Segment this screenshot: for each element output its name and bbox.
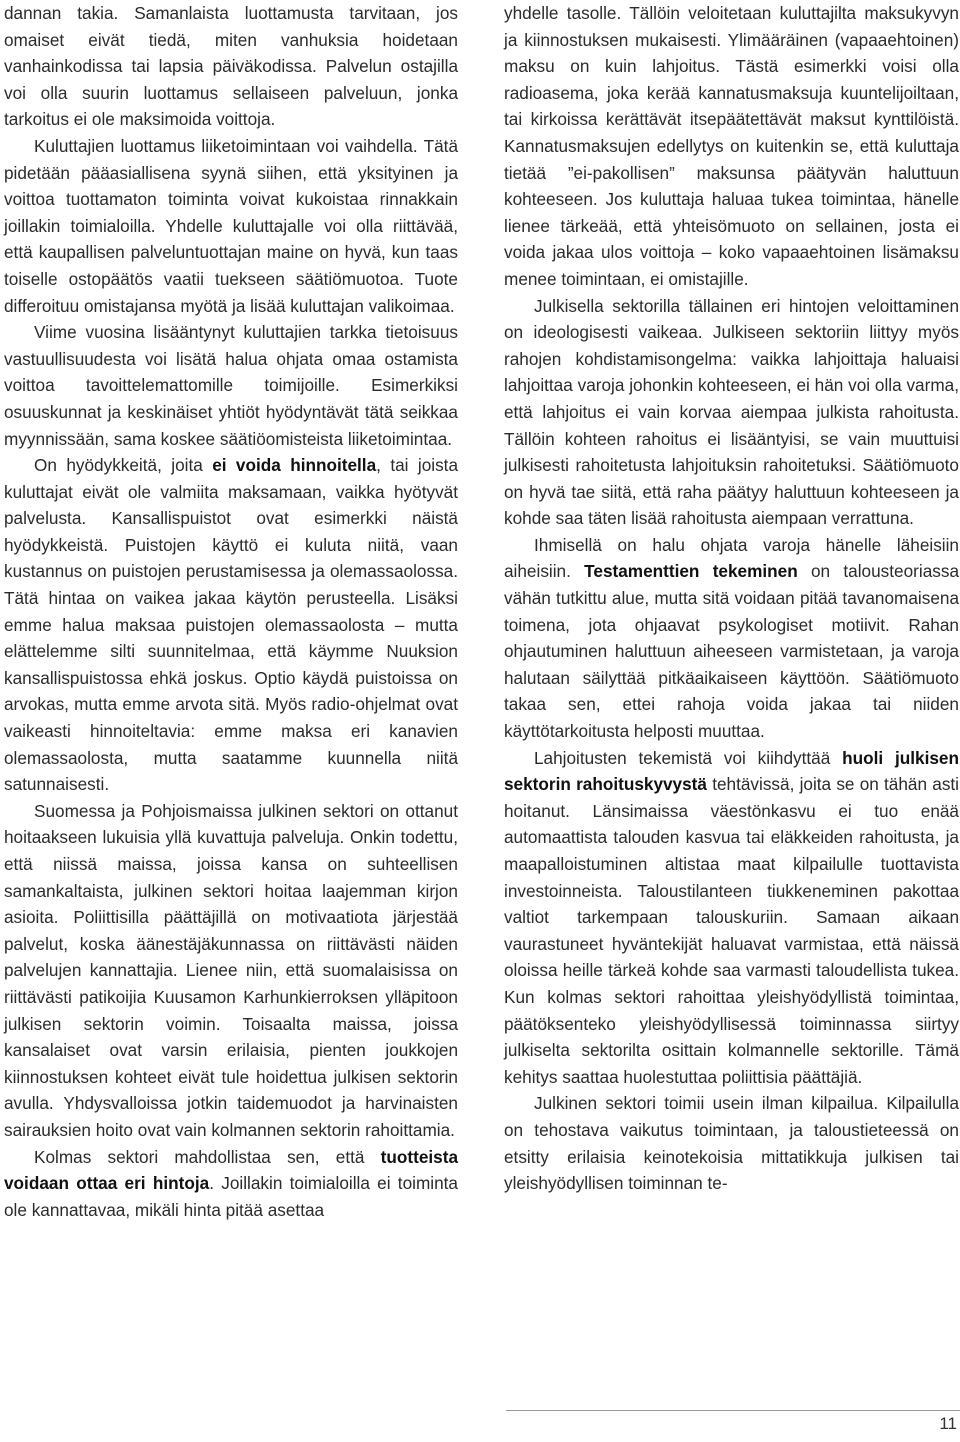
right-column bbox=[504, 0, 959, 1197]
text-run: Julkisella sektorilla tällainen eri hintojen veloittaminen on ideologisesti vaikeaa. Julkiseen sektoriin liittyy myös rahojen kohdistamisongelma: vaikka lahjoittaja haluaisi lahjoittaa varoja johonkin kohteeseen, ei hän voi olla varma, että lahjoitus ei vain korvaa aiempaa julkista rahoitusta. Tällöin kohteen rahoitus ei lisääntyisi, se vain muuttuisi julkisesti rahoitetusta lahjoituksin rahoitetuksi. Säätiömuoto on hyvä tae siitä, että raha päätyy haluttuun kohteeseen ja kohde saa täten lisää rahoitusta aiempaan verrattuna. bbox=[504, 295, 959, 529]
bold-phrase: ei voida hinnoitella bbox=[212, 455, 377, 476]
text-run: tehtävissä, joita se on tähän asti hoitanut. Länsimaissa väestönkasvu ei tuo enää automaattista talouden kasvua tai eläkkeiden rahoitusta, ja maapalloistuminen altistaa maat kilpailulle tuottavista investoinneista. Taloustilanteen tiukkeneminen pakottaa valtiot tarkempaan talouskuriin. Samaan aikaan vaurastuneet hyväntekijät haluavat varmistaa, että näissä oloissa heille tärkeä kohde saa varmasti taloudellista tukea. Kun kolmas sektori rahoittaa yleishyödyllistä toimintaa, päätöksenteko yleishyödyllisessä toiminnassa siirtyy julkiselta sektorilta osittain kolmannelle sektorille. Tämä kehitys saattaa huolestuttaa poliittisia päättäjiä. bbox=[504, 774, 960, 1087]
text-run: Ihmisellä on halu ohjata varoja hänelle läheisiin aiheisiin. bbox=[504, 534, 959, 582]
paragraph bbox=[504, 0, 959, 293]
text-run: Lahjoitusten tekemistä voi kiihdyttää bbox=[534, 747, 843, 768]
paragraph bbox=[504, 532, 959, 745]
text-run: dannan takia. Samanlaista luottamusta tarvitaan, jos omaiset eivät tiedä, miten vanhuksia hoidetaan vanhainkodissa tai lapsia päiväkodissa. Palvelun ostajilla voi olla suurin luottamus sellaiseen palveluun, jonka tarkoitus ei ole maksimoida voittoja. bbox=[4, 3, 458, 130]
paragraph bbox=[4, 798, 458, 1144]
footer-rule bbox=[506, 1410, 960, 1411]
paragraph bbox=[4, 1144, 458, 1224]
text-run: Julkinen sektori toimii usein ilman kilpailua. Kilpailulla on tehostava vaikutus toimintaan, ja taloustieteessä on etsitty erilaisia keinotekoisia mittatikkuja julkisen tai yleishyödyllisen toiminnan te- bbox=[504, 1093, 959, 1194]
text-run: On hyödykkeitä, joita bbox=[34, 455, 213, 476]
text-run: . Joillakin toimialoilla ei toiminta ole kannattavaa, mikäli hinta pitää asettaa bbox=[4, 1173, 458, 1220]
text-run: on talousteoriassa vähän tutkittu alue, mutta sitä voidaan pitää tavanomaisena toimena, jota ohjaavat psykologiset motiivit. Rahan ohjautuminen haluttuun aiheeseen varmistetaan, ja varoja halutaan säilyttää pitkäaikaiseen käyttöön. Säätiömuoto takaa sen, ettei rahoja voida jakaa tai niiden käyttötarkoitusta helposti muuttaa. bbox=[504, 561, 959, 742]
bold-phrase: huoli julkisen sektorin rahoituskyvystä bbox=[504, 747, 959, 795]
bold-phrase: Testamenttien tekeminen bbox=[584, 561, 798, 582]
text-run: Viime vuosina lisääntynyt kuluttajien tarkka tietoisuus vastuullisuudesta voi lisätä halua ohjata omaa ostamista voittoa tavoittelemattomille toimijoille. Esimerkiksi osuuskunnat ja keskinäiset yhtiöt hyödyntävät tätä seikkaa myynnissään, sama koskee säätiöomisteista liiketoimintaa. bbox=[4, 322, 458, 449]
paragraph bbox=[504, 293, 959, 532]
bold-phrase: tuotteista voidaan ottaa eri hintoja bbox=[4, 1146, 458, 1194]
paragraph bbox=[4, 452, 458, 798]
left-column bbox=[4, 0, 458, 1223]
paragraph bbox=[4, 319, 458, 452]
text-run: yhdelle tasolle. Tällöin veloitetaan kuluttajilta maksukyvyn ja kiinnostuksen mukaisesti. Ylimääräinen (vapaaehtoinen) maksu on kuin lahjoitus. Tästä esimerkki voisi olla radioasema, joka kerää kannatusmaksuja kuuntelijoiltaan, tai kirkoissa kerättävät itsepäätettävät maksut kynttilöistä. Kannatusmaksujen edellytys on kuitenkin se, että kuluttaja tietää ”ei-pakollisen” maksunsa päätyvän haluttuun kohteeseen. Jos kuluttaja haluaa tukea toimintaa, hänelle lienee tärkeää, että yhteisömuoto on sellainen, josta ei voida jakaa ulos voittoja – koko vapaaehtoinen lisämaksu menee toimintaan, ei omistajille. bbox=[504, 3, 959, 289]
text-run: Kolmas sektori mahdollistaa sen, että bbox=[34, 1146, 381, 1167]
paragraph bbox=[4, 133, 458, 319]
paragraph bbox=[504, 1090, 959, 1196]
paragraph bbox=[4, 0, 458, 133]
text-run: Suomessa ja Pohjoismaissa julkinen sektori on ottanut hoitaakseen lukuisia yllä kuvattuja palveluja. Onkin todettu, että niissä maissa, joissa kansa on suhteellisen samankaltaista, julkinen sektori hoitaa laajemman kirjon asioita. Poliittisilla päättäjillä on motivaatiota järjestää palvelut, koska äänestäjäkunnassa on riittävästi näiden palvelujen kannattajia. Lienee niin, että suomalaisissa on riittävästi patikoijia Kuusamon Karhunkierroksen ylläpitoon julkisen sektorin voimin. Toisaalta maissa, joissa kansalaiset ovat varsin erilaisia, pienten joukkojen kiinnostuksen kohteet eivät tule hoidettua julkisen sektorin avulla. Yhdysvalloissa jotkin taidemuodot ja harvinaisten sairauksien hoito ovat vain kolmannen sektorin rahoittamia. bbox=[4, 800, 458, 1140]
page-number: 11 bbox=[939, 1414, 957, 1433]
text-run: , tai joista kuluttajat eivät ole valmiita maksamaan, vaikka hyötyvät palvelusta. Kansallispuistot ovat esimerkki näistä hyödykkeistä. Puistojen käyttö ei kuluta niitä, vaan kustannus on puistojen perustamisessa ja olemassaolossa. Tätä hintaa on vaikea jakaa käytön perusteella. Lisäksi emme halua maksaa puistojen olemassaolosta – mutta elättelemme silti suunnitelmaa, että käymme Nuuksion kansallispuistossa ehkä joskus. Optio käydä puistoissa on arvokas, mutta emme arvota sitä. Myös radio-ohjelmat ovat vaikeasti hinnoiteltavia: emme maksa eri kanavien olemassaolosta, mutta saatamme kuunnella niitä satunnaisesti. bbox=[4, 455, 458, 795]
paragraph bbox=[504, 745, 959, 1091]
text-run: Kuluttajien luottamus liiketoimintaan voi vaihdella. Tätä pidetään pääasiallisena syynä siihen, että yksityinen ja voittoa tuottamaton toiminta voivat kukoistaa rinnakkain joillakin toimialoilla. Yhdelle kuluttajalle voi olla riittävää, että kaupallisen palveluntuottajan maine on hyvä, kun taas toiselle ostopäätös vaatii tuekseen säätiömuotoa. Tuote differoituu omistajansa myötä ja lisää kuluttajan valikoimaa. bbox=[4, 135, 458, 316]
